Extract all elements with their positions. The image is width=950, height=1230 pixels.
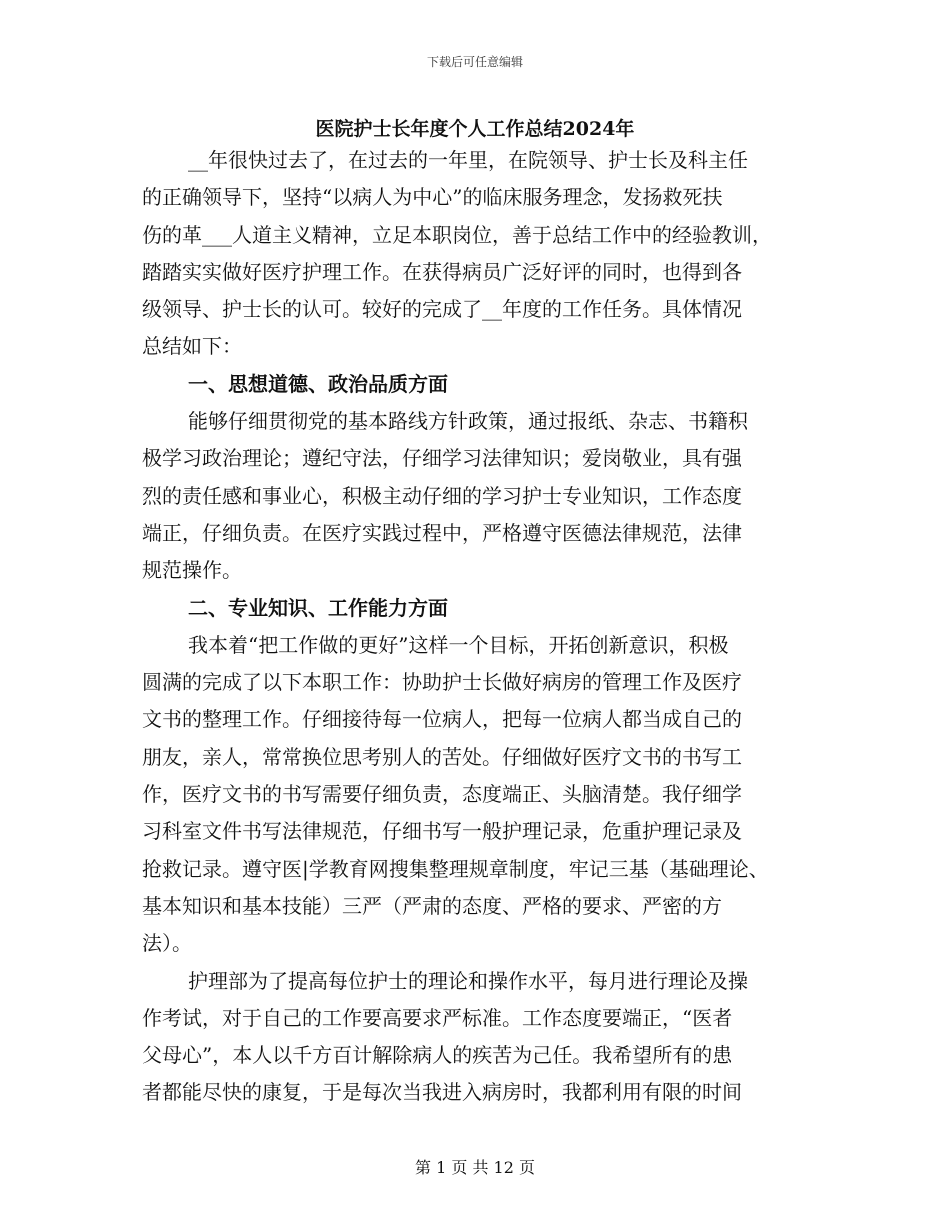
body-text-line: 法）。 <box>142 931 192 956</box>
body-text-line: 极学习政治理论；遵纪守法，仔细学习法律知识；爱岗敬业，具有强 <box>142 446 742 471</box>
body-text-line: 朋友，亲人，常常换位思考别人的苦处。仔细做好医疗文书的书写工 <box>142 744 742 769</box>
body-text-line: 文书的整理工作。仔细接待每一位病人，把每一位病人都当成自己的 <box>142 707 742 732</box>
section-heading: 二、专业知识、工作能力方面 <box>188 595 448 620</box>
body-text-line: 护理部为了提高每位护士的理论和操作水平，每月进行理论及操 <box>188 968 748 993</box>
body-text-line: 踏踏实实做好医疗护理工作。在获得病员广泛好评的同时，也得到各 <box>142 259 742 284</box>
body-text-line: 习科室文件书写法律规范，仔细书写一般护理记录，危重护理记录及 <box>142 819 742 844</box>
section-heading: 一、思想道德、政治品质方面 <box>188 371 448 396</box>
body-text-line: __年很快过去了，在过去的一年里，在院领导、护士长及科主任 <box>188 148 748 172</box>
body-text-line: 我本着“把工作做的更好”这样一个目标，开拓创新意识，积极 <box>188 632 729 657</box>
body-text-line: 端正，仔细负责。在医疗实践过程中，严格遵守医德法律规范，法律 <box>142 520 742 545</box>
document-title: 医院护士长年度个人工作总结2024年 <box>315 118 635 140</box>
body-text-line: 级领导、护士长的认可。较好的完成了__年度的工作任务。具体情况 <box>142 297 742 322</box>
body-text-line: 总结如下： <box>142 334 242 359</box>
body-text-line: 规范操作。 <box>142 558 242 583</box>
body-text-line: 烈的责任感和事业心，积极主动仔细的学习护士专业知识，工作态度 <box>142 483 742 508</box>
document-body <box>142 142 814 1112</box>
body-text-line: 能够仔细贯彻党的基本路线方针政策，通过报纸、杂志、书籍积 <box>188 409 748 434</box>
body-text-line: 伤的革___人道主义精神，立足本职岗位，善于总结工作中的经验教训， <box>142 222 772 247</box>
body-text-line: 父母心”，本人以千方百计解除病人的疾苦为己任。我希望所有的患 <box>142 1043 733 1068</box>
page-footer: 第 1 页 共 12 页 <box>415 1158 535 1177</box>
body-text-line: 作，医疗文书的书写需要仔细负责，态度端正、头脑清楚。我仔细学 <box>142 782 742 807</box>
body-text-line: 抢救记录。遵守医|学教育网搜集整理规章制度，牢记三基（基础理论、 <box>142 856 769 881</box>
body-text-line: 者都能尽快的康复，于是每次当我进入病房时，我都利用有限的时间 <box>142 1080 742 1105</box>
body-text-line: 的正确领导下，坚持“以病人为中心”的临床服务理念，发扬救死扶 <box>142 185 723 210</box>
page-header: 下载后可任意编辑 <box>426 55 523 69</box>
body-text-line: 作考试，对于自己的工作要高要求严标准。工作态度要端正，“医者 <box>142 1005 733 1030</box>
body-text-line: 基本知识和基本技能）三严（严肃的态度、严格的要求、严密的方 <box>142 893 722 918</box>
body-text-line: 圆满的完成了以下本职工作：协助护士长做好病房的管理工作及医疗 <box>142 670 742 695</box>
